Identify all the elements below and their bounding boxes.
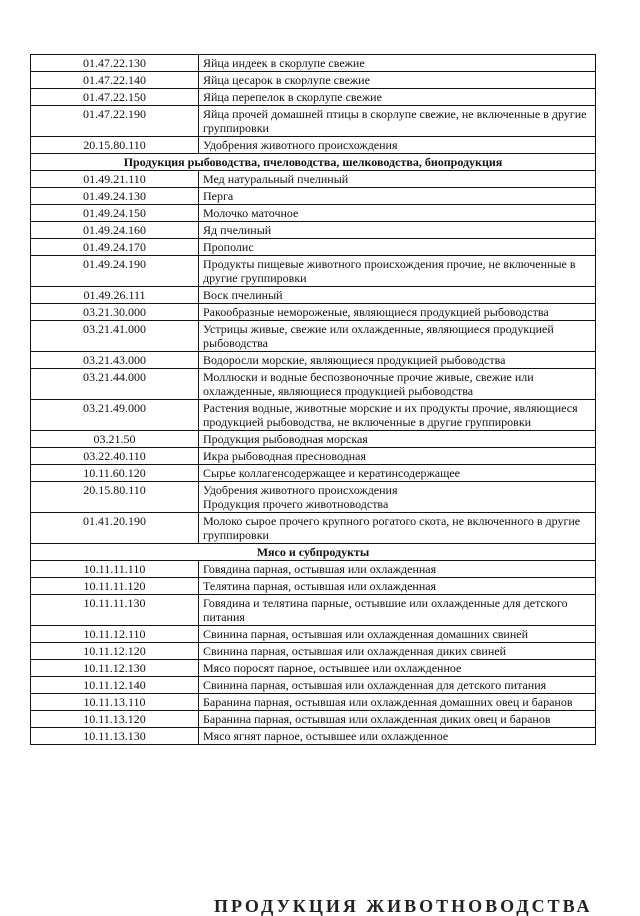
code-cell [31,677,199,694]
product-code: 01.49.24.150 [83,206,146,220]
product-name: Удобрения животного происхождения Продукция прочего животноводства [199,482,596,513]
code-cell [31,728,199,745]
product-name: Яд пчелиный [199,222,596,239]
table-body [31,55,596,745]
product-name: Молоко сырое прочего крупного рогатого скота, не включенного в другие группировки [199,513,596,544]
code-cell [31,171,199,188]
table-row [31,677,596,694]
table-row [31,72,596,89]
table-row [31,188,596,205]
product-code: 01.49.24.160 [83,223,146,237]
table-row [31,482,596,513]
product-name: Водоросли морские, являющиеся продукцией рыбоводства [199,352,596,369]
code-cell [31,595,199,626]
code-cell [31,352,199,369]
table-row [31,626,596,643]
product-code: 10.11.11.130 [83,596,146,610]
code-cell [31,482,199,513]
product-code: 01.41.20.190 [83,514,146,528]
product-name: Говядина и телятина парные, остывшие или охлажденные для детского питания [199,595,596,626]
product-name: Устрицы живые, свежие или охлажденные, являющиеся продукцией рыбоводства [199,321,596,352]
product-code: 01.49.21.110 [83,172,146,186]
code-cell [31,55,199,72]
table-row [31,55,596,72]
code-cell [31,513,199,544]
product-name: Воск пчелиный [199,287,596,304]
code-cell [31,287,199,304]
table-row [31,578,596,595]
product-name: Яйца цесарок в скорлупе свежие [199,72,596,89]
product-code: 01.47.22.190 [83,107,146,121]
code-cell [31,643,199,660]
cut-off-text-fragment [214,893,594,916]
product-name: Мед натуральный пчелиный [199,171,596,188]
product-code: 10.11.11.120 [83,579,146,593]
product-name: Свинина парная, остывшая или охлажденная диких свиней [199,643,596,660]
product-code-table [30,54,596,745]
product-name: Свинина парная, остывшая или охлажденная для детского питания [199,677,596,694]
code-cell [31,205,199,222]
product-code: 01.49.24.190 [83,257,146,271]
product-name: Яйца прочей домашней птицы в скорлупе свежие, не включенные в другие группировки [199,106,596,137]
product-code: 01.49.24.170 [83,240,146,254]
code-cell [31,431,199,448]
product-name: Моллюски и водные беспозвоночные прочие живые, свежие или охлажденные, являющиеся продукцией рыбоводства [199,369,596,400]
table-row [31,400,596,431]
table-row [31,239,596,256]
code-cell [31,711,199,728]
table-row [31,728,596,745]
code-cell [31,465,199,482]
table-row [31,106,596,137]
product-name: Ракообразные немороженые, являющиеся продукцией рыбоводства [199,304,596,321]
product-code: 20.15.80.110 [83,483,146,497]
product-code: 10.11.12.120 [83,644,146,658]
table-row [31,465,596,482]
product-name: Растения водные, животные морские и их продукты прочие, являющиеся продукцией рыбоводства, не включенные в другие группировки [199,400,596,431]
product-name: Удобрения животного происхождения [199,137,596,154]
code-cell [31,239,199,256]
product-code: 03.21.50 [93,432,136,446]
code-cell [31,578,199,595]
code-cell [31,321,199,352]
product-name: Сырье коллагенсодержащее и кератинсодержащее [199,465,596,482]
product-code: 01.47.22.150 [83,90,146,104]
cut-off-text: ПРОДУКЦИЯ ЖИВОТНОВОДСТВА [214,896,593,916]
table-row [31,595,596,626]
section-header-row [31,544,596,561]
product-name: Баранина парная, остывшая или охлажденная домашних овец и баранов [199,694,596,711]
product-name: Говядина парная, остывшая или охлажденная [199,561,596,578]
product-name: Продукты пищевые животного происхождения прочие, не включенные в другие группировки [199,256,596,287]
table-row [31,287,596,304]
code-cell [31,369,199,400]
table-row [31,694,596,711]
product-code: 01.49.26.111 [83,288,146,302]
code-cell [31,222,199,239]
section-header-row [31,154,596,171]
product-code: 10.11.13.120 [83,712,146,726]
product-name: Мясо ягнят парное, остывшее или охлажденное [199,728,596,745]
table-row [31,711,596,728]
table-row [31,561,596,578]
product-name: Баранина парная, остывшая или охлажденная диких овец и баранов [199,711,596,728]
product-code: 10.11.13.130 [83,729,146,743]
product-code: 10.11.12.130 [83,661,146,675]
table-row [31,205,596,222]
table-row [31,369,596,400]
code-cell [31,137,199,154]
table-row [31,643,596,660]
product-code: 10.11.60.120 [83,466,146,480]
table-row [31,137,596,154]
code-cell [31,626,199,643]
code-cell [31,72,199,89]
table-row [31,304,596,321]
product-code: 10.11.11.110 [83,562,146,576]
product-code: 03.21.44.000 [83,370,146,384]
product-code: 03.21.30.000 [83,305,146,319]
table-row [31,321,596,352]
table-row [31,352,596,369]
code-cell [31,304,199,321]
table-row [31,89,596,106]
product-name: Молочко маточное [199,205,596,222]
table-row [31,431,596,448]
product-name: Икра рыбоводная пресноводная [199,448,596,465]
product-code: 10.11.13.110 [83,695,146,709]
product-name: Прополис [199,239,596,256]
section-title: Мясо и субпродукты [31,544,596,561]
code-cell [31,448,199,465]
product-name: Перга [199,188,596,205]
product-name: Яйца индеек в скорлупе свежие [199,55,596,72]
product-name: Яйца перепелок в скорлупе свежие [199,89,596,106]
product-name: Продукция рыбоводная морская [199,431,596,448]
code-cell [31,256,199,287]
code-cell [31,188,199,205]
product-code: 03.21.41.000 [83,322,146,336]
table-row [31,256,596,287]
code-cell [31,694,199,711]
table-row [31,513,596,544]
product-code: 10.11.12.140 [83,678,146,692]
code-cell [31,400,199,431]
product-code: 01.47.22.130 [83,56,146,70]
code-cell [31,660,199,677]
code-cell [31,106,199,137]
code-cell [31,561,199,578]
product-code: 10.11.12.110 [83,627,146,641]
product-code: 01.49.24.130 [83,189,146,203]
product-name: Свинина парная, остывшая или охлажденная домашних свиней [199,626,596,643]
section-title: Продукция рыбоводства, пчеловодства, шелководства, биопродукция [31,154,596,171]
product-code: 03.21.49.000 [83,401,146,415]
code-cell [31,89,199,106]
table-row [31,660,596,677]
product-code: 20.15.80.110 [83,138,146,152]
table-row [31,222,596,239]
product-code: 03.21.43.000 [83,353,146,367]
table-row [31,171,596,188]
product-code: 03.22.40.110 [83,449,146,463]
product-name: Телятина парная, остывшая или охлажденная [199,578,596,595]
product-name: Мясо поросят парное, остывшее или охлажденное [199,660,596,677]
product-code: 01.47.22.140 [83,73,146,87]
table-row [31,448,596,465]
